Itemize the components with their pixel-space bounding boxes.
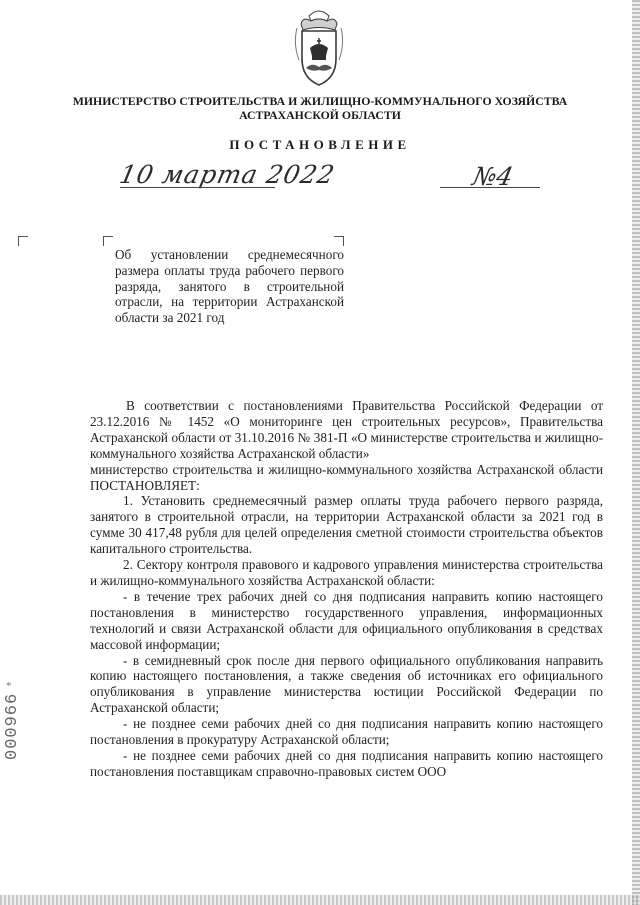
margin-stamp-number: 000966: [3, 692, 22, 760]
document-body: [90, 398, 603, 780]
handwritten-number: №4: [469, 162, 516, 191]
coat-of-arms-astrakhan-emblem: [289, 4, 349, 88]
ministry-name: [40, 95, 600, 122]
scan-edge-right: [632, 0, 640, 905]
handwritten-date: 10 марта 2022: [116, 160, 338, 189]
item-2d-paragraph: - не позднее семи рабочих дней со дня подписания направить копию настоящего постановления поставщикам справочно-правовых систем ООО: [90, 747, 603, 779]
item-2a-paragraph: - в течение трех рабочих дней со дня подписания направить копию настоящего постановления в министерство государственного управления, информационных технологий и связи Астраханской области для официального опубликования в средствах массовой информации;: [90, 588, 603, 652]
margin-mark: *: [6, 680, 12, 692]
document-type-title: ПОСТАНОВЛЕНИЕ: [229, 137, 411, 152]
corner-mark-subject-left: [103, 236, 113, 246]
corner-mark-subject-right: [334, 236, 344, 246]
corner-mark-left: [18, 236, 28, 246]
item-2c-paragraph: - не позднее семи рабочих дней со дня подписания направить копию настоящего постановления в прокуратуру Астраханской области;: [90, 716, 603, 748]
date-underline: [120, 187, 275, 188]
preamble-paragraph: В соответствии с постановлениями Правительства Российской Федерации от 23.12.2016 № 1452 «О мониторинге цен строительных ресурсов», Правительства Астраханской области от 31.10.2016 № 381-П «О министерстве строительства и жилищно-коммунального хозяйства Астраханской области»: [90, 398, 603, 461]
resolves-paragraph: министерство строительства и жилищно-коммунального хозяйства Астраханской области ПОСТАНОВЛЯЕТ:: [90, 461, 603, 493]
item-2-paragraph: 2. Сектору контроля правового и кадрового управления министерства строительства и жилищно-коммунального хозяйства Астраханской области:: [90, 557, 603, 588]
ministry-name-line2: АСТРАХАНСКОЙ ОБЛАСТИ: [239, 107, 401, 122]
item-2b-paragraph: - в семидневный срок после дня первого официального опубликования направить копию настоящего постановления, а также сведения об источниках его официального опубликования в управление министерства юстиции Российской Федерации по Астраханской области;: [90, 652, 603, 716]
scan-edge-bottom: [0, 895, 640, 905]
item-1-paragraph: 1. Установить среднемесячный размер оплаты труда рабочего первого разряда, занятого в строительной отрасли, на территории Астраханской области за 2021 год в сумме 30 417,48 рубля для целей определения сметной стоимости строительства объектов капитального строительства.: [90, 493, 603, 557]
number-underline: [440, 187, 540, 188]
document-subject: Об установлении среднемесячного размера оплаты труда рабочего первого разряда, занятого в строительной отрасли, на территории Астраханской области за 2021 год: [115, 247, 344, 326]
ministry-name-line1: МИНИСТЕРСТВО СТРОИТЕЛЬСТВА И ЖИЛИЩНО-КОММУНАЛЬНОГО ХОЗЯЙСТВА: [72, 94, 568, 108]
